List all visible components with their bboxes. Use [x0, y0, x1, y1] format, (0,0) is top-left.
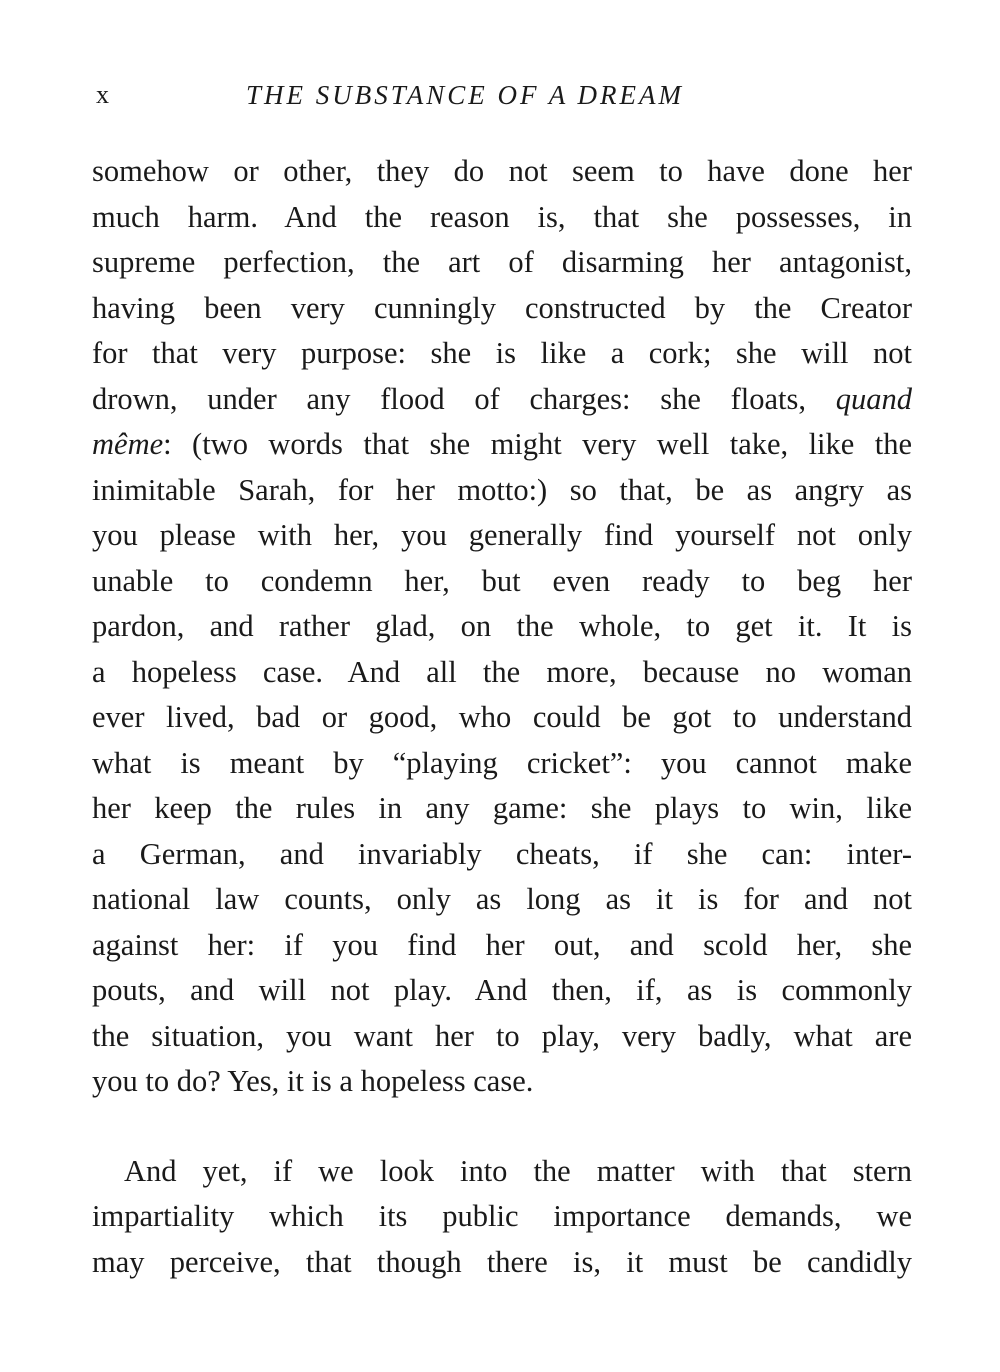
- page-number: x: [96, 80, 110, 109]
- text-line: may perceive, that though there is, it must be candidly: [92, 1244, 912, 1279]
- text-line: against her: if you find her out, and scold her, she: [92, 927, 912, 962]
- text-line: pardon, and rather glad, on the whole, to get it. It is: [92, 609, 912, 643]
- text-line: a hopeless case. And all the more, because no woman: [92, 654, 912, 689]
- text-line: national law counts, only as long as it is for and not: [92, 882, 912, 916]
- text-line: her keep the rules in any game: she plays to win, like: [92, 791, 912, 825]
- text-segment: : (two words that she might very well take, like the: [163, 427, 912, 461]
- paragraph: [92, 149, 912, 1105]
- text-line: for that very purpose: she is like a cork; she will not: [92, 336, 912, 370]
- text-line: pouts, and will not play. And then, if, as is commonly: [92, 973, 912, 1007]
- text-line: a German, and invariably cheats, if she can: inter-: [92, 836, 912, 871]
- text-line: having been very cunningly constructed by the Creator: [92, 290, 912, 325]
- text-segment: drown, under any flood of charges: she floats,: [92, 381, 836, 416]
- text-line: much harm. And the reason is, that she possesses, in: [92, 199, 912, 234]
- text-line: you please with her, you generally find yourself not only: [92, 518, 912, 552]
- running-title: THE SUBSTANCE OF A DREAM: [246, 80, 684, 110]
- text-line: And yet, if we look into the matter with that stern: [124, 1153, 912, 1188]
- text-line: ever lived, bad or good, who could be got to understand: [92, 700, 912, 734]
- text-line: impartiality which its public importance demands, we: [92, 1199, 912, 1233]
- text-line: [92, 377, 912, 423]
- page-header: [96, 80, 916, 120]
- text-line: the situation, you want her to play, very badly, what are: [92, 1018, 912, 1053]
- text-line: what is meant by “playing cricket”: you cannot make: [92, 745, 912, 780]
- text-line: supreme perfection, the art of disarming her antagonist,: [92, 245, 912, 279]
- text-line: inimitable Sarah, for her motto:) so that, be as angry as: [92, 472, 912, 507]
- italic-phrase: quand: [835, 381, 912, 416]
- italic-phrase: même: [92, 427, 164, 461]
- text-line: you to do? Yes, it is a hopeless case.: [92, 1064, 534, 1098]
- paragraph-gap: [92, 1105, 912, 1149]
- text-line: somehow or other, they do not seem to have done her: [92, 154, 912, 188]
- text-line: unable to condemn her, but even ready to beg her: [92, 563, 912, 598]
- body-text: [92, 149, 912, 1285]
- text-line: [92, 422, 912, 468]
- paragraph: [92, 1149, 912, 1286]
